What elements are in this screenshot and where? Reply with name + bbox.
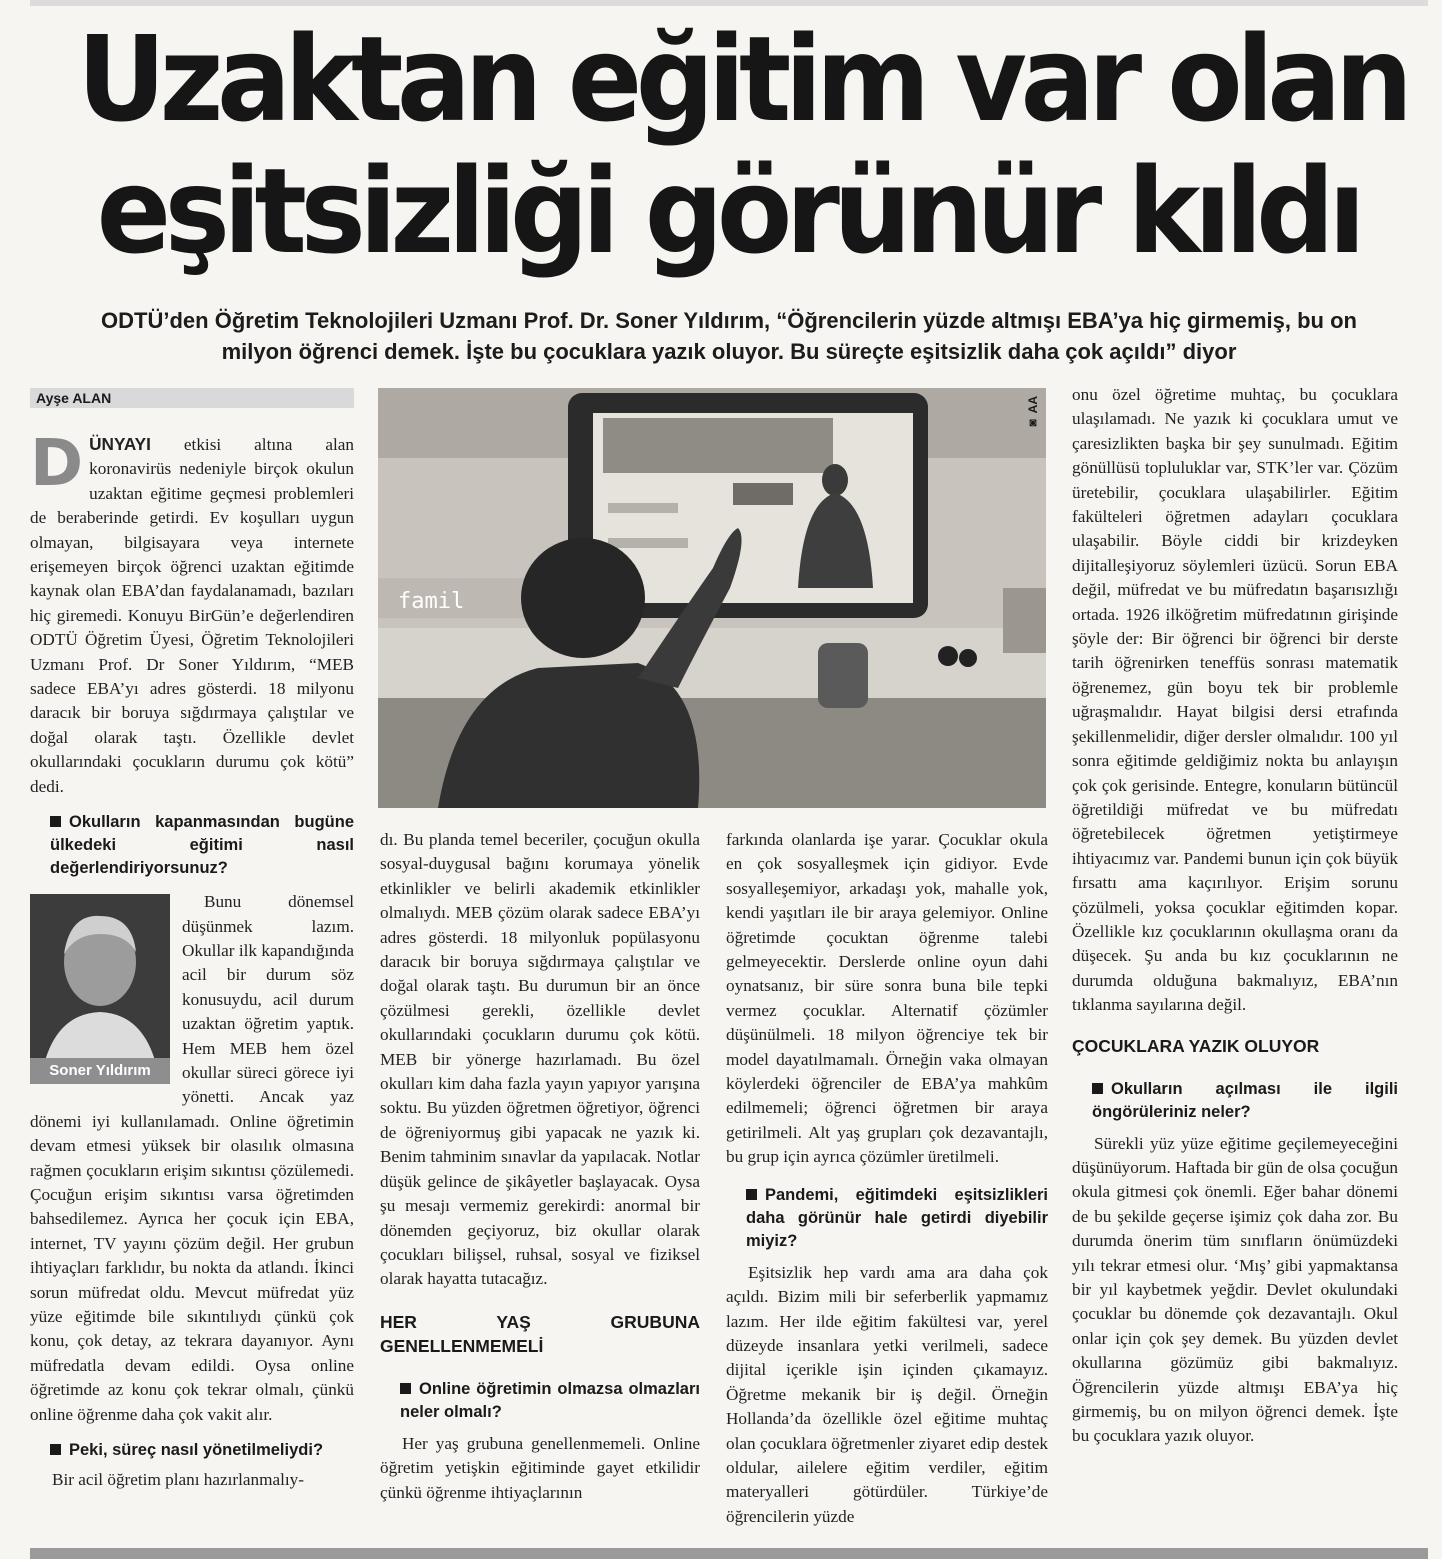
question-3: Online öğretimin olmazsa olmazları neler olmalı? xyxy=(400,1379,700,1421)
answer-5: Sürekli yüz yüze eğitime geçilemeyeceğini düşünüyorum. Haftada bir gün de olsa çocuğun okula gitmesi çok önemli. Eğer bahar dönemi de bu şekilde geçerse işimiz çok daha zor. Bu durumda önerim tüm sınıfların önümüzdeki yılı tekrar etmesi olur. ‘Mış’ gibi yapmaktansa bir yıl kaybetmek yeğdir. Devlet okulundaki çocuklar bu dönemde çok dezavantajlı. Okul onlar için çok şey demek. Bu yüzden devlet okullarına gözümüz gibi bakmalıyız. Öğrencilerin yüzde altmışı EBA’ya hiç girmemiş, bu on milyon öğrenci demek. İşte bu çocuklara yazık oluyor. xyxy=(1072,1133,1399,1446)
portrait-photo xyxy=(30,894,170,1084)
top-rule xyxy=(30,0,1428,6)
headline-line-1: Uzaktan eğitim var olan xyxy=(77,10,1407,148)
square-bullet-icon xyxy=(1092,1083,1103,1094)
answer-3-continued: farkında olanlarda işe yarar. Çocuklar okula en çok sosyalleşmek için gidiyor. Evde sosyalleşemiyor, arkadaşı yok, mahalle yok, kendi yaşıtları ile bir araya gelemiyor. Online öğretimde çocuktan öğrenme talebi gelmeyecektir. Derslerde online oyun dahi oynatsanız, bir süre sonra buna bile tepki vermez çocuklar. Alternatif çözümler düşünülmeli. 18 milyon öğrenciye tek bir model dayatılmamalı. Örneğin vaka olmayan köylerdeki öğrenciler de EBA’ya mahkûm edilmemeli; öğrenci öğretmen bir araya getirilmeli. Alt yaş grupları çok dezavantajlı, bu grup için ayrıca çözümler üretilmeli. xyxy=(726,830,1048,1167)
classroom-photo-image xyxy=(378,388,1046,808)
column-1 xyxy=(30,427,354,1492)
square-bullet-icon xyxy=(746,1189,757,1200)
square-bullet-icon xyxy=(50,816,61,827)
deck-line-1: ODTÜ’den Öğretim Teknolojileri Uzmanı Prof. Dr. Soner Yıldırım, “Öğrencilerin yüzde altmışı EBA’ya hiç girmemiş, bu on xyxy=(101,308,1357,333)
column-4 xyxy=(1072,383,1398,1449)
deck xyxy=(30,305,1428,367)
lead-word: ÜNYAYI xyxy=(89,434,151,454)
main-photo xyxy=(378,388,1046,808)
square-bullet-icon xyxy=(50,1444,61,1455)
question-5: Okulların açılması ile ilgili öngörüleriniz neler? xyxy=(1092,1079,1398,1121)
byline: Ayşe ALAN xyxy=(30,388,354,408)
column-3 xyxy=(726,828,1048,1529)
answer-4-continued: onu özel öğretime muhtaç, bu çocuklara ulaşılamadı. Ne yazık ki çocuklara umut ve çaresizlikten başka bir şey sunulmadı. Eğitim gönüllüsü topluluklar var, STK’ler var. Çözüm üretebilir, çocuklara ulaşabilirler. Eğitim fakülteleri öğretmen adayları çocuklara ulaşabilir. Böyle ciddi bir krizdeyken dijitalleşiyoruz söylemleri üzücü. Sorun EBA değil, müfredat ve bu müfredatın başarısızlığı ortada. 1926 ilköğretim müfredatının girişinde şöyle der: Bir öğrenci bir öğrenci bir derste tarih öğrenirken teneffüs sonrası matematik öğrenemez, gün boyu tek bir problemle uğraşmalıdır. Hayat bilgisi dersi etrafında şekillenmelidir, diğer dersler olmalıdır. 100 yıl sonra eğitimde geldiğimiz nokta bu anlayışın çok çok gerisinde. Entegre, konuların bütüncül öğretildiği müfredat ve bu müfredatı öğretebilecek öğretmen yetiştirmeye ihtiyacımız var. Pandemi bunun için çok büyük fırsattı ama kaçırılıyor. Erişim sorunu çözülmeli, yoksa çocuklar eğitimden kopar. Özellikle kız çocuklarının okullaşma oranı da düşecek. Şu anda bu kız çocuklarının ne durumda olduğuna bakmalıyız, EBA’nın tıklanma sayılarına değil. xyxy=(1072,385,1398,1015)
question-1: Okulların kapanmasından bugüne ülkedeki eğitimi nasıl değerlendiriyorsunuz? xyxy=(50,813,354,878)
answer-1: Bunu dönemsel düşünmek lazım. Okullar ilk kapandığında acil bir durum söz konusuydu, acil durum uzaktan öğretim yaptık. Hem MEB hem özel okullar süreci görece iyi yönetti. Ancak yaz dönemi iyi kullanılamadı. Online öğretimin devam etmesi yüksek bir olasılık olmasına rağmen çocukların erişim sıkıntısı çözülemedi. Çocuğun erişim sıkıntısı varsa öğretimden bahsedilemez. Ayrıca her çocuk için EBA, internet, TV yayını çözüm değil. Her grubun ihtiyaçları farklıdır, bu nokta da atlandı. İkinci sorun müfredat oldu. Mevcut müfredat yüz yüze eğitimde bile sıkıntılıydı çünkü çok konu, çok detay, az tekrara dayanıyor. Aynı müfredatla devam edildi. Oysa online öğretimde az konu çok tekrar olmalı, çünkü online öğrenme daha çok vakit alır. xyxy=(30,892,354,1424)
question-2: Peki, süreç nasıl yönetilmeliydi? xyxy=(30,1439,354,1462)
portrait-caption: Soner Yıldırım xyxy=(30,1058,170,1084)
answer-4: Eşitsizlik hep vardı ama ara daha çok açıldı. Bizim mili bir seferberlik yapmamız lazım. Her ilde eğitim fakültesi var, yerel düzeyde insanlara yetki verilmeli, sadece dijital içerikle işin içinden çıkamayız. Öğretme mekanik bir iş değil. Örneğin Hollanda’da özellikle özel eğitime muhtaç olan çocuklara öğretmenler ziyaret edip destek oldular, ailelere eğitim verdiler, eğitim materyalleri götürdüler. Türkiye’de öğrencilerin yüzde xyxy=(726,1262,1048,1526)
subheading-2: ÇOCUKLARA YAZIK OLUYOR xyxy=(1072,1035,1320,1056)
intro-text: etkisi altına alan koronavirüs nedeniyle birçok okulun uzaktan eğitime geçmesi problemleri de beraberinde getirdi. Ev koşulları uygun olmayan, bilgisayara veya internete erişemeyen birçok öğrenci uzaktan eğitimde kaynak olan EBA’dan faydalanamadı, bazıları hiç giremedi. Konuyu BirGün’e değerlendiren ODTÜ Öğretim Üyesi, Öğretim Teknolojileri Uzmanı Prof. Dr Soner Yıldırım, “MEB sadece EBA’yı adres gösterdi. 18 milyonu daracık bir boruya sığdırmaya çalıştılar ve doğal olarak taştı. Özellikle devlet okullarındaki çocukların durumu çok kötü” dedi. xyxy=(30,435,354,796)
column-2 xyxy=(380,828,700,1505)
headline-line-2: eşitsizliği görünür kıldı xyxy=(96,142,1360,280)
drop-cap: D xyxy=(30,427,84,501)
photo-credit: ◙ AA xyxy=(1026,396,1040,431)
answer-2-start: Bir acil öğretim planı hazırlanmalıy- xyxy=(52,1470,304,1490)
intro-paragraph xyxy=(30,427,354,799)
camera-icon: ◙ xyxy=(1026,416,1040,431)
answer-3-start: Her yaş grubuna genellenmemeli. Online öğretim yetişkin eğitiminde gayet etkilidir çünkü öğrenme ihtiyaçlarının xyxy=(380,1433,700,1502)
portrait-image xyxy=(30,894,170,1084)
question-4: Pandemi, eğitimdeki eşitsizlikleri daha görünür hale getirdi diyebilir miyiz? xyxy=(746,1185,1048,1250)
deck-line-2: milyon öğrenci demek. İşte bu çocuklara yazık oluyor. Bu süreçte eşitsizlik daha çok açıldı” diyor xyxy=(221,339,1237,364)
square-bullet-icon xyxy=(400,1383,411,1394)
subheading-1: HER YAŞ GRUBUNA GENELLENMEMELİ xyxy=(380,1311,700,1356)
screen-text: famil xyxy=(398,589,465,614)
bottom-rule xyxy=(30,1548,1428,1559)
answer-2-continued: dı. Bu planda temel beceriler, çocuğun okulla sosyal-duygusal bağını korumaya yönelik etkinlikler ve belirli akademik etkinlikler olmalıydı. MEB çözüm olarak sadece EBA’yı adres gösterdi. 18 milyonluk popülasyonu daracık bir boruya sığdırmaya çalıştılar ve doğal olarak taştı. Bu durumun bir an önce çözülmesi gerekli, özellikle devlet okullarındaki çocukların durumu çok kötü. MEB bir yönerge hazırlamadı. Bu özel okulları kim daha fazla yayın yapıyor yarışına soktu. Bu yüzden öğretmen öğretiyor, öğrenci de öğreniyormuş gibi yapacak ne yazık ki. Benim tahminim sınavlar da yapılacak. Notlar düşük gelince de şikâyetler başlayacak. Oysa şu mesajı vermemiz gerekirdi: anormal bir dönemden geçiyoruz, biz okullar olarak çocukları bilişsel, ruhsal, sosyal ve fiziksel olarak hayatta tutacağız. xyxy=(380,830,700,1289)
